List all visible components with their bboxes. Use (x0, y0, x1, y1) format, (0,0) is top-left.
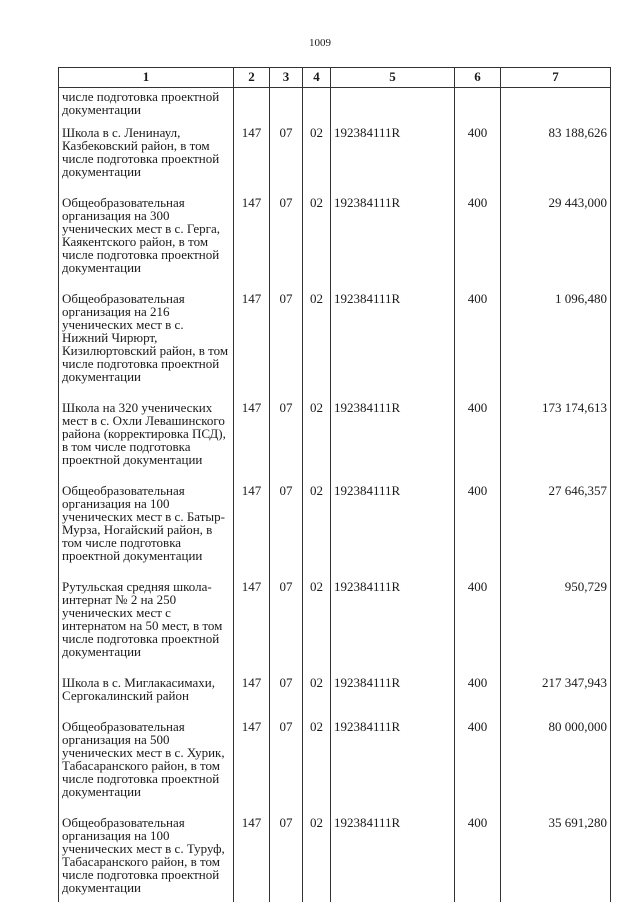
cell-col-6: 400 (455, 401, 501, 484)
cell-col-2: 147 (234, 126, 270, 196)
cell-col-5: 192384111R (331, 196, 455, 292)
amount-cell: 217 347,943 (501, 676, 611, 720)
object-name-cell: Общеобразовательная организация на 100 ученических мест в с. Туруф, Табасаранского район, в том числе подготовка проектной документации (59, 816, 234, 902)
cell-col-3: 07 (270, 292, 303, 401)
table-row (59, 401, 611, 484)
cell-col-4: 02 (303, 676, 331, 720)
amount-cell: 27 646,357 (501, 484, 611, 580)
amount-cell (501, 88, 611, 127)
cell-col-4: 02 (303, 401, 331, 484)
cell-col-4: 02 (303, 580, 331, 676)
table-row (59, 816, 611, 902)
cell-col-5: 192384111R (331, 720, 455, 816)
object-name-cell: Школа в с. Миглакасимахи, Сергокалинский район (59, 676, 234, 720)
page-number: 1009 (309, 37, 331, 49)
column-header: 2 (234, 68, 270, 88)
cell-col-2: 147 (234, 816, 270, 902)
amount-cell: 1 096,480 (501, 292, 611, 401)
cell-col-6: 400 (455, 676, 501, 720)
cell-col-6: 400 (455, 292, 501, 401)
cell-col-2: 147 (234, 484, 270, 580)
cell-col-6: 400 (455, 720, 501, 816)
object-name-cell: Общеобразовательная организация на 500 ученических мест в с. Хурик, Табасаранского район, в том числе подготовка проектной документации (59, 720, 234, 816)
table-row (59, 580, 611, 676)
column-header: 7 (501, 68, 611, 88)
cell-col-4: 02 (303, 292, 331, 401)
table-row (59, 196, 611, 292)
object-name-cell: Школа на 320 ученических мест в с. Охли Левашинского района (корректировка ПСД), в том числе подготовка проектной документации (59, 401, 234, 484)
cell-col-4 (303, 88, 331, 127)
cell-col-4: 02 (303, 484, 331, 580)
cell-col-3: 07 (270, 484, 303, 580)
amount-cell: 83 188,626 (501, 126, 611, 196)
cell-col-5: 192384111R (331, 292, 455, 401)
cell-col-6: 400 (455, 196, 501, 292)
object-name-cell: Рутульская средняя школа-интернат № 2 на 250 ученических мест с интернатом на 50 мест, в том числе подготовка проектной документации (59, 580, 234, 676)
cell-col-2: 147 (234, 292, 270, 401)
cell-col-5 (331, 88, 455, 127)
object-name-cell: Общеобразовательная организация на 216 ученических мест в с. Нижний Чирюрт, Кизилюртовский район, в том числе подготовка проектной документации (59, 292, 234, 401)
table-row (59, 88, 611, 127)
cell-col-6 (455, 88, 501, 127)
cell-col-3: 07 (270, 126, 303, 196)
cell-col-3: 07 (270, 196, 303, 292)
budget-table (58, 67, 611, 902)
object-name-cell: Общеобразовательная организация на 100 ученических мест в с. Батыр-Мурза, Ногайский район, в том числе подготовка проектной документации (59, 484, 234, 580)
column-header: 6 (455, 68, 501, 88)
cell-col-2 (234, 88, 270, 127)
cell-col-6: 400 (455, 484, 501, 580)
object-name-cell: Общеобразовательная организация на 300 ученических мест в с. Герга, Каякентского район, в том числе подготовка проектной документации (59, 196, 234, 292)
cell-col-3 (270, 88, 303, 127)
table-row (59, 292, 611, 401)
cell-col-3: 07 (270, 816, 303, 902)
cell-col-3: 07 (270, 401, 303, 484)
cell-col-2: 147 (234, 401, 270, 484)
cell-col-4: 02 (303, 720, 331, 816)
cell-col-4: 02 (303, 816, 331, 902)
cell-col-2: 147 (234, 676, 270, 720)
table-row (59, 720, 611, 816)
amount-cell: 35 691,280 (501, 816, 611, 902)
cell-col-3: 07 (270, 580, 303, 676)
cell-col-6: 400 (455, 580, 501, 676)
cell-col-6: 400 (455, 816, 501, 902)
column-header: 1 (59, 68, 234, 88)
table-row (59, 676, 611, 720)
cell-col-5: 192384111R (331, 484, 455, 580)
table-row (59, 126, 611, 196)
cell-col-2: 147 (234, 720, 270, 816)
column-header: 5 (331, 68, 455, 88)
table-header-row (59, 68, 611, 88)
amount-cell: 950,729 (501, 580, 611, 676)
object-name-cell: числе подготовка проектной документации (59, 88, 234, 127)
amount-cell: 173 174,613 (501, 401, 611, 484)
column-header: 3 (270, 68, 303, 88)
table-row (59, 484, 611, 580)
cell-col-3: 07 (270, 720, 303, 816)
cell-col-5: 192384111R (331, 816, 455, 902)
cell-col-5: 192384111R (331, 126, 455, 196)
cell-col-6: 400 (455, 126, 501, 196)
cell-col-4: 02 (303, 196, 331, 292)
cell-col-2: 147 (234, 580, 270, 676)
cell-col-2: 147 (234, 196, 270, 292)
cell-col-5: 192384111R (331, 401, 455, 484)
cell-col-5: 192384111R (331, 676, 455, 720)
cell-col-4: 02 (303, 126, 331, 196)
amount-cell: 29 443,000 (501, 196, 611, 292)
column-header: 4 (303, 68, 331, 88)
cell-col-5: 192384111R (331, 580, 455, 676)
cell-col-3: 07 (270, 676, 303, 720)
amount-cell: 80 000,000 (501, 720, 611, 816)
object-name-cell: Школа в с. Ленинаул, Казбековский район, в том числе подготовка проектной документации (59, 126, 234, 196)
